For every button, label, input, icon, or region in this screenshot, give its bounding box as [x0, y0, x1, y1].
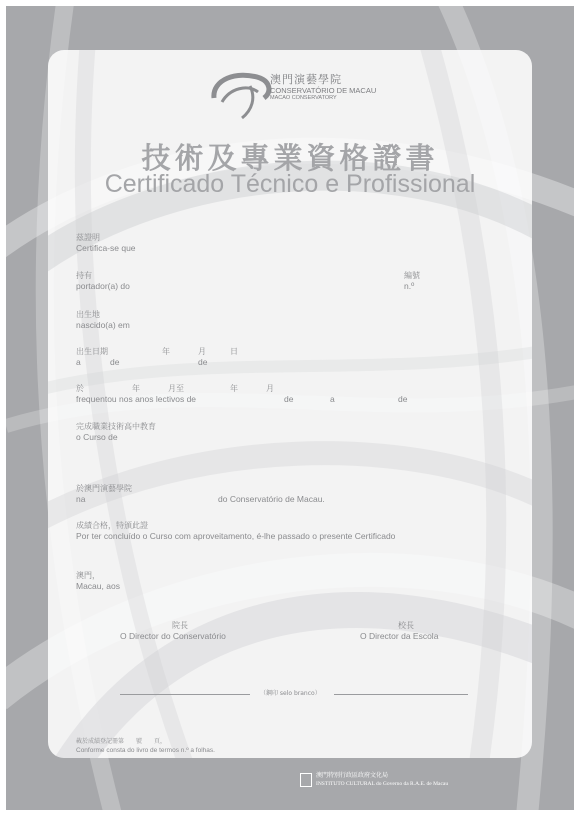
number-label-pt: n.º: [404, 281, 415, 291]
birthdate-a: a: [76, 357, 81, 367]
birthdate-de-1: de: [110, 357, 120, 367]
period-year2-zh: 年: [230, 384, 238, 393]
birthdate-month-zh: 月: [198, 347, 206, 356]
at-conservatory-na: na: [76, 494, 86, 504]
holder-label-pt: portador(a) do: [76, 281, 130, 291]
conservatory-logo-icon: [208, 64, 278, 120]
title-portuguese: Certificado Técnico e Profissional: [104, 170, 476, 198]
period-de-1: de: [284, 394, 294, 404]
at-conservatory-zh: 於澳門演藝學院: [76, 484, 132, 493]
director-school-pt: O Director da Escola: [360, 631, 439, 641]
period-de-2: de: [398, 394, 408, 404]
period-a: a: [330, 394, 335, 404]
result-label-zh: 成績合格，特頒此證: [76, 521, 148, 530]
macau-label-pt: Macau, aos: [76, 581, 120, 591]
institution-name-en: MACAO CONSERVATORY: [270, 95, 337, 101]
seal-label: （鋼印 selo branco）: [260, 690, 321, 697]
birthdate-de-2: de: [198, 357, 208, 367]
institution-name-zh: 澳門演藝學院: [270, 73, 342, 86]
period-year-zh: 年: [132, 384, 140, 393]
instituto-cultural-logo-icon: [300, 773, 312, 787]
certificate-frame: [6, 6, 574, 810]
certify-label-pt: Certifica-se que: [76, 243, 136, 253]
institution-name-pt: CONSERVATÓRIO DE MACAU: [270, 86, 377, 95]
title-chinese: 技術及專業資格證書: [141, 141, 439, 175]
birthdate-year-zh: 年: [162, 347, 170, 356]
birthdate-day-zh: 日: [230, 347, 238, 356]
footer-name-zh: 澳門特別行政區政府文化局: [316, 772, 389, 779]
director-school-zh: 校長: [398, 621, 414, 630]
number-label-zh: 編號: [404, 271, 420, 280]
institution-name: [270, 74, 376, 102]
registry-pt: Conforme consta do livro de termos n.º a folhas.: [76, 747, 215, 754]
director-conservatory-zh: 院長: [172, 621, 188, 630]
at-conservatory-pt: do Conservatório de Macau.: [218, 494, 325, 504]
birthplace-label-zh: 出生地: [76, 310, 100, 319]
macau-label-zh: 澳門，: [76, 571, 100, 580]
signature-line-right: [334, 694, 468, 695]
registry-zh: 載於成績登記冊第 號 頁，: [76, 738, 167, 745]
result-label-pt: Por ter concluído o Curso com aproveitamento, é-lhe passado o presente Certificado: [76, 531, 396, 541]
period-month2-zh: 月: [266, 384, 274, 393]
birthplace-label-pt: nascido(a) em: [76, 320, 130, 330]
certificate-panel: [48, 50, 532, 758]
holder-label-zh: 持有: [76, 271, 92, 280]
period-month-to-zh: 月至: [168, 384, 184, 393]
birthdate-label-zh: 出生日期: [76, 347, 108, 356]
footer-name-pt: INSTITUTO CULTURAL do Governo da R.A.E. de Macau: [316, 781, 449, 787]
signature-line-left: [120, 694, 250, 695]
certify-label-zh: 茲證明: [76, 233, 100, 242]
director-conservatory-pt: O Director do Conservatório: [120, 631, 226, 641]
course-label-zh: 完成職業技術高中教育: [76, 422, 156, 431]
period-label-pt: frequentou nos anos lectivos de: [76, 394, 197, 404]
period-prefix-zh: 於: [76, 384, 84, 393]
course-label-pt: o Curso de: [76, 432, 118, 442]
